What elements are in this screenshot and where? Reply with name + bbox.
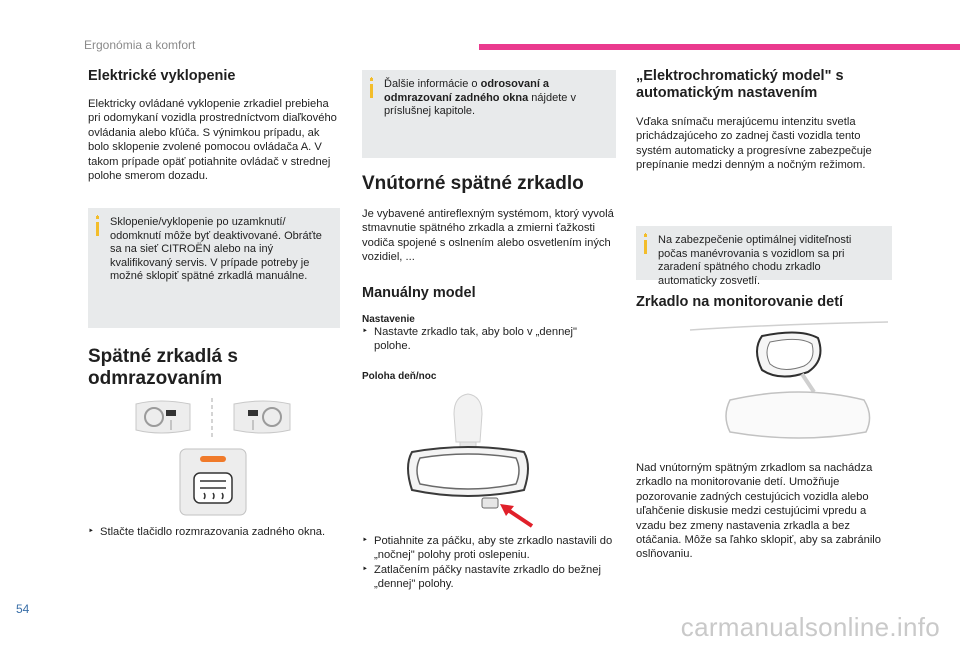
bullet-arrow-icon: ‣ <box>362 563 368 575</box>
defrost-instruction-text: Stlačte tlačidlo rozmrazovania zadného okna. <box>100 526 326 538</box>
info-note-reverse-text: Na zabezpečenie optimálnej viditeľnosti počas manévrovania s vozidlom sa pri zaradení spätného chodu zrkadlo automaticky zosvetlí. <box>658 234 852 287</box>
rear-defrost-icon <box>180 449 246 515</box>
child-mirror-body <box>636 461 892 562</box>
note-bold: odrosovaní a odmrazovaní zadného okna <box>384 78 550 104</box>
left-column <box>88 68 340 183</box>
lever-arrow-icon <box>498 502 534 528</box>
page-number: 54 <box>16 602 30 616</box>
bullet-arrow-icon: ‣ <box>362 325 368 337</box>
child-mirror-text: Nad vnútorným spätným zrkadlom sa nachádza zrkadlo na monitorovanie detí. Umožňuje pozorovanie zadných cestujúcich vozidla alebo uľahčenie diskusie medzi cestujúcimi vpredu a vzadu bez zmeny nastavenia zrkadla a bez otáčania. Môže sa ľahko sklopiť, aby sa zabránilo oslňovaniu. <box>636 462 882 561</box>
info-note-defrost <box>362 70 616 158</box>
info-note-defrost-text <box>384 78 606 119</box>
right-column <box>636 68 892 173</box>
electric-unfolding-heading: Elektrické vyklopenie <box>88 68 236 84</box>
section-accent-bar <box>479 44 960 50</box>
note-suffix: nájdete v príslušnej kapitole. <box>384 91 576 118</box>
info-icon <box>96 219 99 236</box>
middle-column <box>362 173 616 382</box>
child-monitoring-mirror-icon <box>690 320 890 444</box>
interior-mirror-intro: Je vybavené antireflexným systémom, ktorý vyvolá stmavnutie spätného zrkadla a zmierni ťažkosti vodiča spojené s oslnením alebo osvetlením iných vozidiel, ... <box>362 208 614 264</box>
day-position-instruction <box>362 563 616 592</box>
daynight-label: Poloha deň/noc <box>362 371 437 383</box>
info-icon <box>370 81 373 98</box>
manual-model-heading: Manuálny model <box>362 284 476 301</box>
bullet-arrow-icon: ‣ <box>88 526 94 537</box>
night-position-instruction <box>362 534 616 563</box>
info-icon <box>644 237 647 254</box>
mirror-heating-icon <box>130 396 300 442</box>
electrochromic-heading: „Elektrochromatický model" s automatickým nastavením <box>636 68 844 101</box>
bullet-arrow-icon: ‣ <box>362 535 368 546</box>
note-prefix: Ďalšie informácie o <box>384 78 481 90</box>
watermark: carmanualsonline.info <box>680 612 940 642</box>
night-position-text: Potiahnite za páčku, aby ste zrkadlo nastavili do „nočnej" polohy proti oslepeniu. <box>374 535 613 562</box>
lever-instructions <box>362 534 616 592</box>
setting-instruction <box>362 325 616 354</box>
interior-mirror-heading: Vnútorné spätné zrkadlo <box>362 173 584 194</box>
section-title: Ergonómia a komfort <box>84 38 196 52</box>
defrost-instruction <box>88 525 340 539</box>
heated-mirrors-heading: Spätné zrkadlá s odmrazovaním <box>88 346 238 389</box>
child-mirror-heading: Zrkadlo na monitorovanie detí <box>636 294 844 310</box>
info-note-folding <box>88 208 340 328</box>
setting-label: Nastavenie <box>362 313 415 325</box>
setting-instruction-text: Nastavte zrkadlo tak, aby bolo v „dennej" polohe. <box>374 325 577 353</box>
info-note-folding-text: Sklopenie/vyklopenie po uzamknutí/ odomknutí môže byť deaktivované. Obráťte sa na sieť CITROËN alebo na iný kvalifikovaný servis. V prípade potreby je možné sklopiť spätné zrkadlá manuálne. <box>110 216 322 283</box>
day-position-text: Zatlačením páčky nastavíte zrkadlo do bežnej „dennej" polohy. <box>374 563 601 591</box>
electric-unfolding-text: Elektricky ovládané vyklopenie zrkadiel prebieha pri odomykaní vozidla prostredníctvom diaľkového ovládania alebo kľúča. S výnimkou prípadu, ak bolo sklopenie zvolené pomocou ovládača A. V takom prípade opäť potiahnite ovládač v strednej polohe smerom dozadu. <box>88 98 337 183</box>
electrochromic-text: Vďaka snímaču merajúcemu intenzitu svetla prichádzajúceho zo zadnej časti vozidla tento systém automaticky a progresívne zabezpečuje prepínanie medzi denným a nočným režimom. <box>636 116 872 172</box>
info-note-reverse <box>636 226 892 287</box>
